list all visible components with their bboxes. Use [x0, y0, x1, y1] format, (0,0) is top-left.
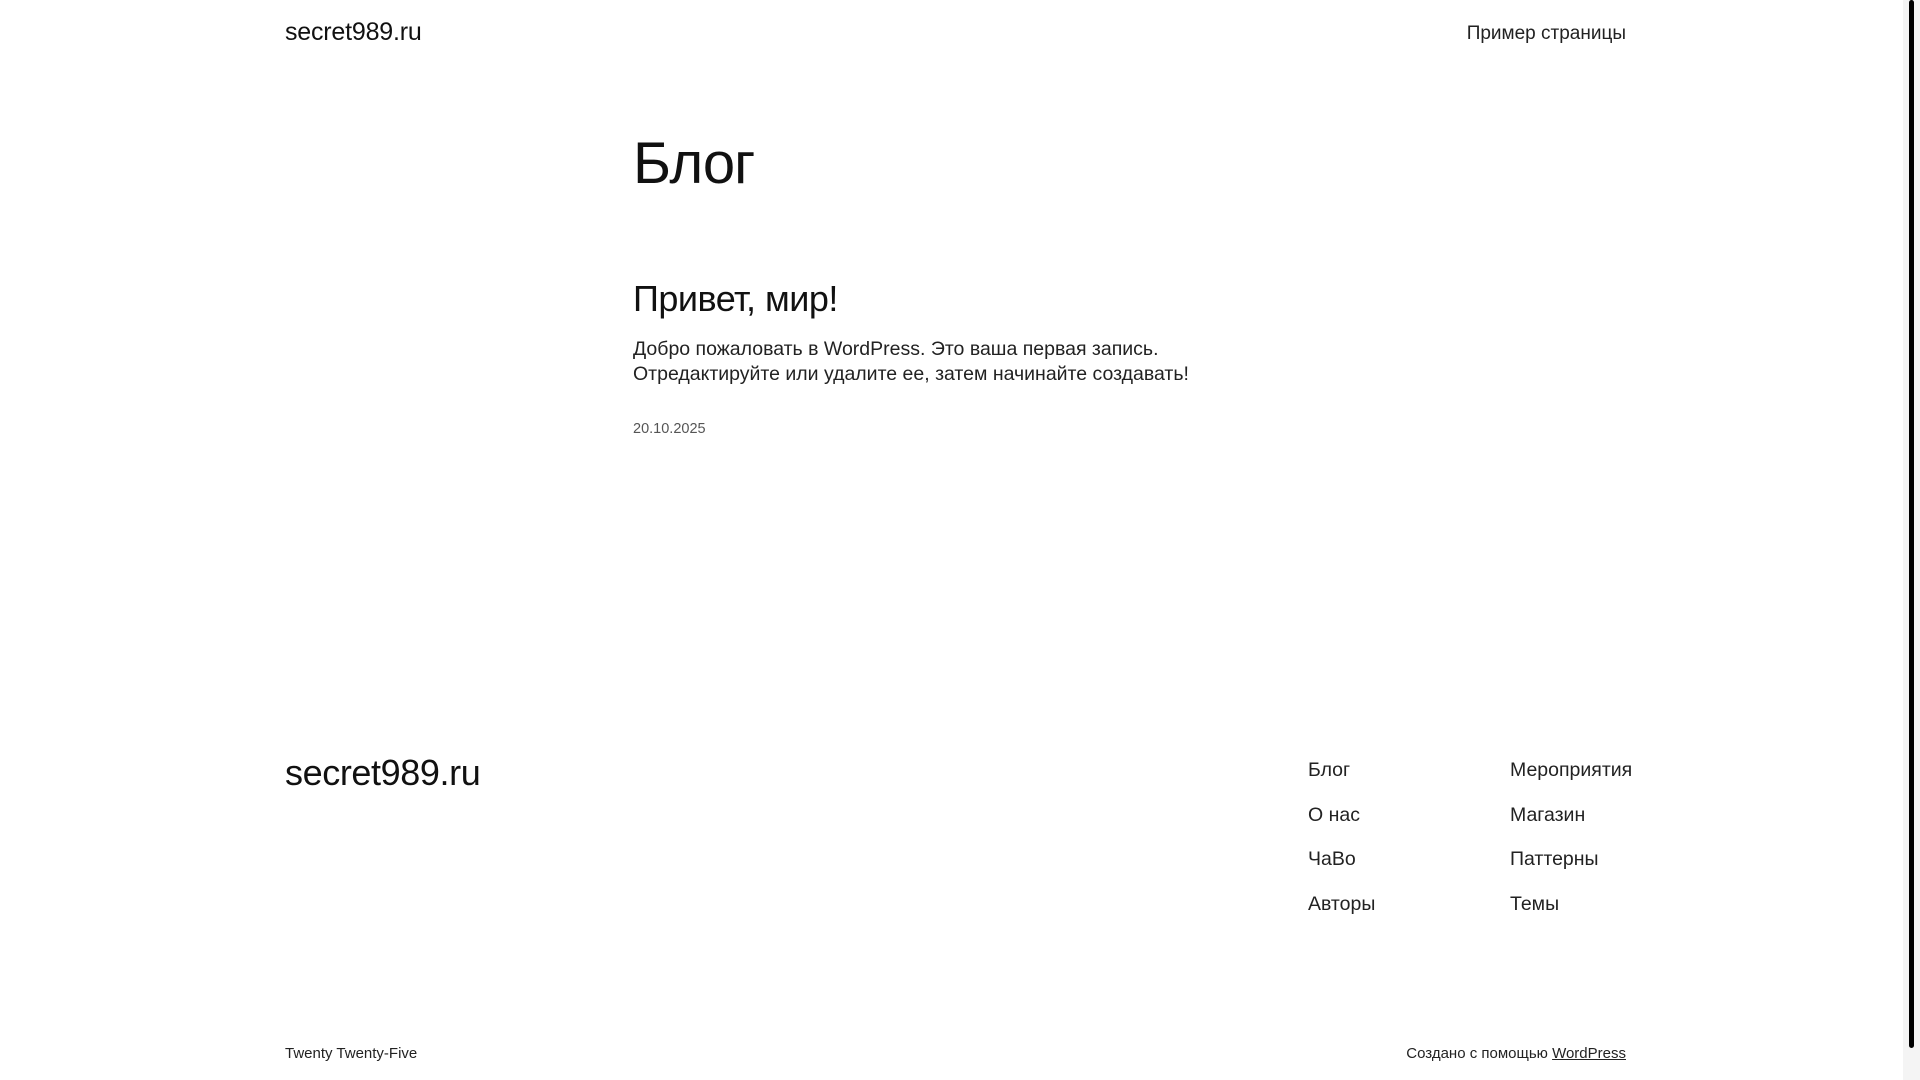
footer-nav-events[interactable]: Мероприятия	[1510, 759, 1633, 781]
footer-nav-blog[interactable]: Блог	[1308, 759, 1351, 781]
footer-nav-about[interactable]: О нас	[1308, 803, 1360, 826]
footer-nav-themes[interactable]: Темы	[1510, 892, 1560, 915]
footer-nav-shop[interactable]: Магазин	[1510, 803, 1586, 826]
footer-nav-column-1	[1308, 758, 1375, 936]
footer-nav-patterns[interactable]: Паттерны	[1510, 848, 1599, 870]
footer-site-title-link[interactable]: secret989.ru	[285, 752, 481, 793]
post-excerpt: Добро пожаловать в WordPress. Это ваша первая запись. Отредактируйте или удалите ее, затем начинайте создавать!	[633, 338, 1189, 385]
page-scrollbar[interactable]	[1903, 0, 1920, 1080]
footer-wordpress-link[interactable]: WordPress	[1552, 1045, 1626, 1062]
page-title: Блог	[633, 131, 755, 196]
footer-nav-column-2	[1510, 758, 1632, 936]
footer-made-with	[1406, 1045, 1626, 1062]
footer-nav-faq[interactable]: ЧаВо	[1308, 848, 1356, 870]
header-site-title-link[interactable]: secret989.ru	[285, 18, 422, 46]
footer-theme-credit: Twenty Twenty-Five	[285, 1045, 418, 1062]
footer-made-with-prefix: Создано с помощью	[1406, 1045, 1548, 1062]
post-date-link[interactable]: 20.10.2025	[633, 421, 706, 437]
footer-nav-authors[interactable]: Авторы	[1308, 892, 1376, 915]
scrollbar-thumb[interactable]	[1909, 0, 1914, 1048]
post-title-link[interactable]: Привет, мир!	[633, 278, 838, 319]
nav-item-sample-page[interactable]: Пример страницы	[1466, 23, 1626, 44]
